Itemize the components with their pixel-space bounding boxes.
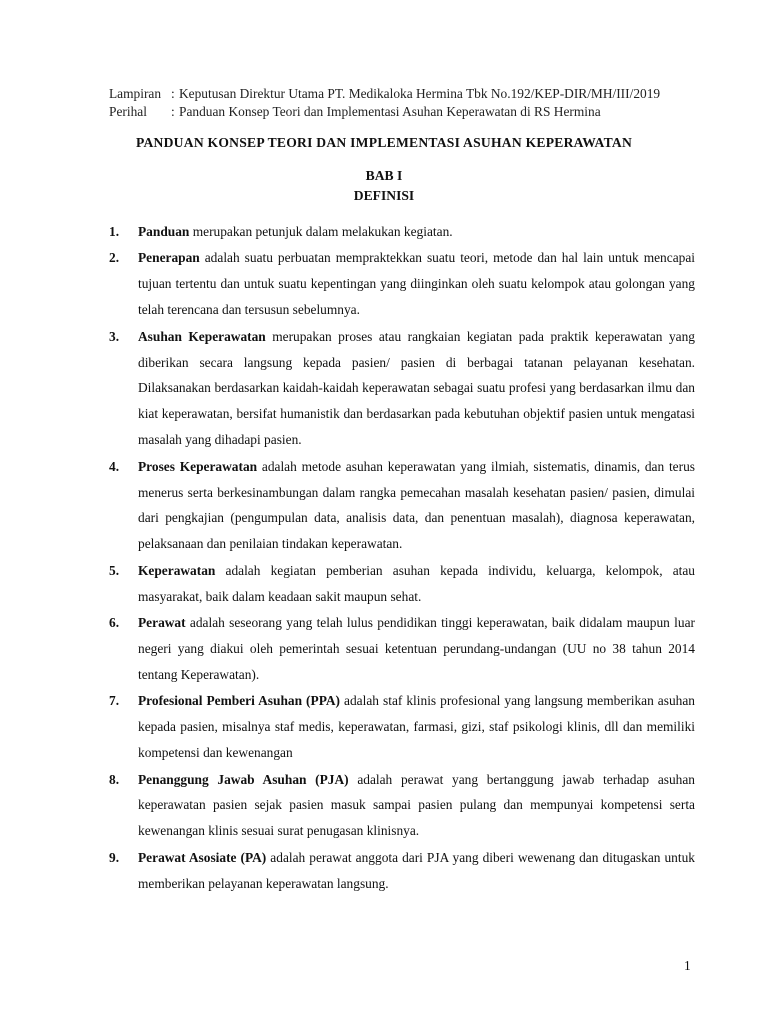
header-row-perihal: [109, 103, 660, 121]
header-separator: :: [171, 104, 175, 119]
item-body: [138, 219, 695, 245]
item-text: adalah seseorang yang telah lulus pendidikan tinggi keperawatan, baik didalam maupun luar negeri yang diakui oleh pemerintah sesuai ketentuan perundang-undangan (UU no 38 tahun 2014 tentang Keperawatan).: [138, 615, 695, 682]
item-term: Perawat: [138, 615, 186, 631]
item-term: Perawat Asosiate (PA): [138, 849, 267, 865]
header-value: Keputusan Direktur Utama PT. Medikaloka Hermina Tbk No.192/KEP-DIR/MH/III/2019: [179, 86, 661, 101]
item-text: adalah perawat anggota dari PJA yang diberi wewenang dan ditugaskan untuk memberikan pelayanan keperawatan langsung.: [138, 849, 695, 891]
item-body: [138, 688, 695, 766]
list-item: [109, 558, 695, 610]
item-number: 8.: [109, 771, 120, 787]
item-number: 1.: [109, 224, 120, 239]
header-key: Perihal: [109, 104, 147, 119]
document-title: PANDUAN KONSEP TEORI DAN IMPLEMENTASI ASUHAN KEPERAWATAN: [135, 135, 633, 150]
item-body: [138, 245, 695, 323]
item-number: 9.: [109, 849, 120, 865]
chapter-name: DEFINISI: [353, 188, 415, 203]
item-text: adalah suatu perbuatan mempraktekkan suatu teori, metode dan hal lain untuk mencapai tujuan tertentu dan untuk suatu kepentingan yang diinginkan oleh suatu kelompok atau golongan yang telah terencana dan tersusun sebelumnya.: [138, 250, 695, 318]
item-number: 4.: [109, 458, 120, 474]
list-item: [109, 454, 695, 558]
item-number: 2.: [109, 250, 120, 266]
item-body: [138, 610, 695, 688]
header-row-lampiran: [109, 85, 660, 103]
chapter-number: BAB I: [365, 168, 403, 183]
item-text: adalah staf klinis profesional yang langsung memberikan asuhan kepada pasien, misalnya staf medis, keperawatan, farmasi, gizi, staf psikologi klinis, dll dan memiliki kompetensi dan kewenangan: [138, 693, 695, 761]
item-text: merupakan proses atau rangkaian kegiatan pada praktik keperawatan yang diberikan secara langsung kepada pasien/ pasien di berbagai tatanan pelayanan kesehatan. Dilaksanakan berdasarkan kaidah-kaidah keperawatan sebagai suatu profesi yang berdasarkan ilmu dan kiat keperawatan, bersifat humanistik dan berdasarkan pada kebutuhan objektif pasien untuk mengatasi masalah yang dihadapi pasien.: [138, 328, 696, 448]
item-body: [138, 767, 695, 845]
item-text: adalah metode asuhan keperawatan yang ilmiah, sistematis, dinamis, dan terus menerus serta berkesinambungan dalam rangka pemecahan masalah kesehatan pasien/ pasien, dimulai dari pengkajian (pengumpulan data, analisis data, dan penentuan masalah), diagnosa keperawatan, pelaksanaan dan penilaian tindakan keperawatan.: [138, 458, 695, 552]
item-body: [138, 454, 695, 558]
definition-list: [109, 219, 695, 897]
item-number: 3.: [109, 328, 120, 344]
list-item: [109, 245, 695, 323]
list-item: [109, 324, 695, 454]
item-term: Profesional Pemberi Asuhan (PPA): [138, 693, 341, 709]
item-body: [138, 558, 695, 610]
item-text: merupakan petunjuk dalam melakukan kegiatan.: [189, 224, 453, 239]
list-item: [109, 610, 695, 688]
item-number: 6.: [109, 615, 120, 631]
item-text: adalah kegiatan pemberian asuhan kepada individu, keluarga, kelompok, atau masyarakat, baik dalam keadaan sakit maupun sehat.: [138, 562, 695, 604]
item-term: Asuhan Keperawatan: [138, 328, 266, 344]
list-item: [109, 688, 695, 766]
item-body: [138, 324, 695, 454]
item-number: 5.: [109, 562, 120, 578]
item-term: Keperawatan: [138, 562, 216, 578]
chapter-heading: [0, 166, 768, 206]
list-item: [109, 767, 695, 845]
item-number: 7.: [109, 693, 120, 709]
list-item: [109, 219, 695, 245]
item-text: adalah perawat yang bertanggung jawab terhadap asuhan keperawatan pasien sejak pasien masuk sampai pasien pulang dan mempunyai kompetensi serta kewenangan klinis sesuai surat penugasan klinisnya.: [138, 771, 695, 839]
item-term: Panduan: [138, 224, 190, 239]
document-header: [109, 85, 660, 121]
item-body: [138, 845, 695, 897]
item-term: Penerapan: [138, 250, 200, 266]
item-term: Penanggung Jawab Asuhan (PJA): [138, 771, 349, 787]
header-value: Panduan Konsep Teori dan Implementasi Asuhan Keperawatan di RS Hermina: [179, 104, 601, 119]
item-term: Proses Keperawatan: [138, 458, 258, 474]
header-key: Lampiran: [109, 86, 162, 101]
list-item: [109, 845, 695, 897]
header-separator: :: [171, 86, 175, 101]
page-number: 1: [684, 958, 691, 973]
